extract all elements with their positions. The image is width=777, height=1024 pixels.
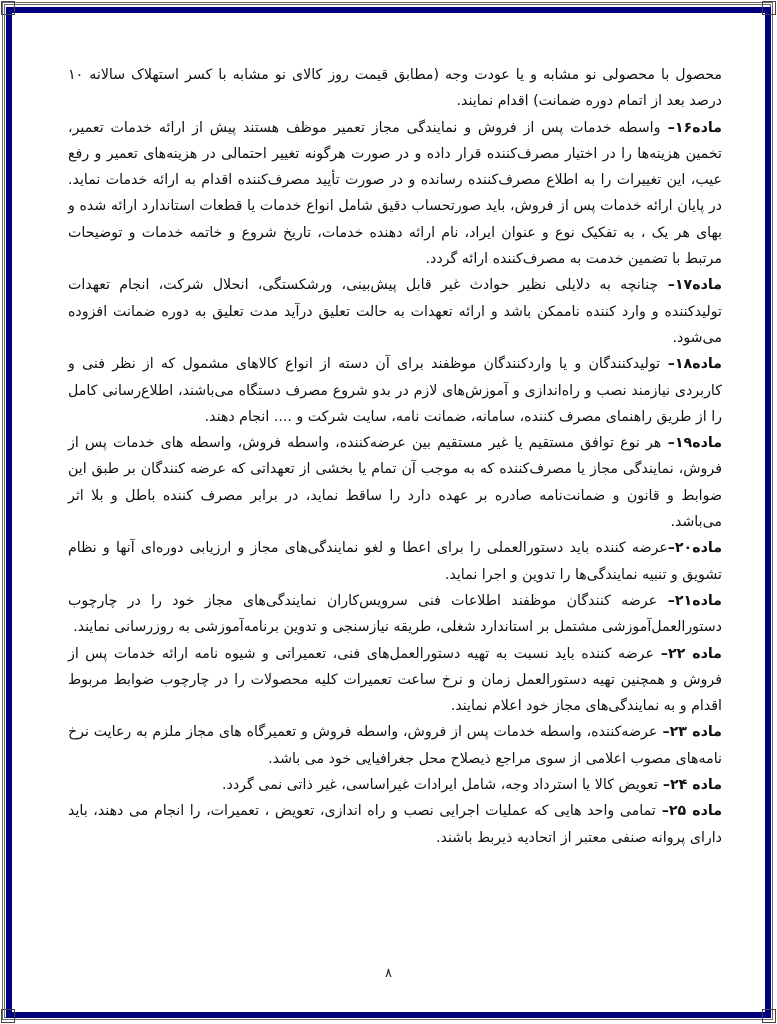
article-text: عرضه کننده باید دستورالعملی را برای اعطا و لغو نمایندگی‌های مجاز و ارزیابی دوره‌ای آنها و نظام تشویق و تنبیه نمایندگی‌ها را تدوین و اجرا نماید.: [68, 540, 722, 583]
frame-corner-top-right: [762, 1, 776, 15]
article-label: ماده ۲۵–: [655, 803, 722, 820]
article-label: ماده۱۸–: [660, 356, 722, 373]
article-19: [68, 430, 722, 535]
article-17: [68, 272, 722, 351]
article-label: ماده ۲۴–: [657, 777, 722, 794]
article-text: عرضه‌کننده، واسطه خدمات پس از فروش، واسطه فروش و تعمیرگاه های مجاز ملزم به رعایت نرخ نامه‌های مصوب اعلامی از سوی مراجع ذیصلاح محل جغرافیایی خود می باشد.: [68, 724, 722, 767]
frame-corner-top-left: [1, 1, 15, 15]
article-21: [68, 588, 722, 641]
article-label: ماده ۲۲–: [653, 645, 722, 662]
article-label: ماده۱۶–: [660, 119, 722, 136]
frame-corner-bottom-left: [1, 1009, 15, 1023]
page-number: ۸: [385, 966, 392, 981]
article-label: ماده ۲۳–: [657, 724, 722, 741]
article-text: واسطه خدمات پس از فروش و نمایندگی مجاز تعمیر موظف هستند پیش از ارائه خدمات تعمیر، تخمین هزینه‌ها را در اختیار مصرف‌کننده قرار داده و در صورت هرگونه تغییر احتمالی در هزینه‌های تعمیر و رفع عیب، این تغییرات را به اطلاع مصرف‌کننده رسانده و در صورت تأیید مصرف‌کننده اقدام به ارائه خدمات نماید. در پایان ارائه خدمات پس از فروش، باید صورتحساب دقیق شامل انواع خدمات یا قطعات استاندارد ارائه شده و بهای هر یک ، به تفکیک نوع و عنوان ایراد، نام ارائه دهنده خدمات، تاریخ شروع و خاتمه خدمات و توضیحات مرتبط با تضمین خدمت به مصرف‌کننده ارائه گردد.: [68, 119, 722, 268]
article-24: [68, 772, 722, 798]
article-label: ماده۲۰–: [667, 540, 722, 557]
article-text: عرضه کننده باید نسبت به تهیه دستورالعمل‌های فنی، تعمیراتی و شیوه نامه ارائه خدمات پس از فروش و همچنین تهیه دستورالعمل زمان و نرخ ساعت تعمیرات کلیه محصولات را در چارچوب ضوابط مربوط اقدام و به نمایندگی‌های مجاز خود اعلام نمایند.: [68, 645, 722, 715]
paragraph-continuation: [68, 62, 722, 115]
article-18: [68, 351, 722, 430]
article-text: تمامی واحد هایی که عملیات اجرایی نصب و راه اندازی، تعویض ، تعمیرات، را انجام می دهند، باید دارای پروانه صنفی معتبر از اتحادیه ذیربط باشند.: [68, 803, 722, 846]
article-text: هر نوع توافق مستقیم یا غیر مستقیم بین عرضه‌کننده، واسطه فروش، واسطه های خدمات پس از فروش، نمایندگی مجاز یا مصرف‌کننده که به موجب آن تمام یا بخشی از تعهداتی که عرضه کنندگان بر طبق این ضوابط و قانون و ضمانت‌نامه صادره بر عهده دارد را ساقط نماید، در برابر مصرف کننده باطل و بلا اثر می‌باشد.: [68, 435, 722, 531]
article-23: [68, 719, 722, 772]
document-body: [68, 62, 722, 851]
article-text: تولیدکنندگان و یا واردکنندگان موظفند برای آن دسته از انواع کالاهای مشمول که از نظر فنی و کاربردی نیازمند نصب و راه‌اندازی و آموزش‌های لازم در بدو شروع مصرف دستگاه می‌باشند، اطلاع‌رسانی کامل را از طریق راهنمای مصرف کننده، سامانه، ضمانت نامه، سایت شرکت و .... انجام دهند.: [68, 356, 722, 425]
frame-corner-bottom-right: [762, 1009, 776, 1023]
article-label: ماده۱۹–: [661, 435, 722, 452]
article-25: [68, 798, 722, 851]
article-text: تعویض کالا یا استرداد وجه، شامل ایرادات غیراساسی، غیر ذاتی نمی گردد.: [222, 777, 658, 794]
article-20: [68, 535, 722, 588]
article-22: [68, 641, 722, 720]
article-label: ماده۱۷–: [658, 277, 722, 294]
article-label: ماده۲۱–: [657, 592, 722, 609]
article-text: عرضه کنندگان موظفند اطلاعات فنی سرویس‌کاران نمایندگی‌های مجاز خود را در چارچوب دستورالعمل‌آموزشی مشتمل بر استاندارد شغلی، طریقه نیازسنجی و تدوین برنامه‌آموزشی به روزرسانی نمایند.: [68, 592, 722, 636]
article-16: [68, 115, 722, 273]
paragraph-text: محصول با محصولی نو مشابه و یا عودت وجه (مطابق قیمت روز کالای نو مشابه با کسر استهلاک سالانه ۱۰ درصد بعد از اتمام دوره ضمانت) اقدام نمایند.: [68, 67, 722, 110]
article-text: چنانچه به دلایلی نظیر حوادث غیر قابل پیش‌بینی، ورشکستگی، انحلال شرکت، انجام تعهدات تولیدکننده و وارد کننده ناممکن باشد و ارائه تعهدات به حالت تعلیق درآید مدت تعلیق به دوره ضمانت افزوده می‌شود.: [68, 277, 722, 346]
